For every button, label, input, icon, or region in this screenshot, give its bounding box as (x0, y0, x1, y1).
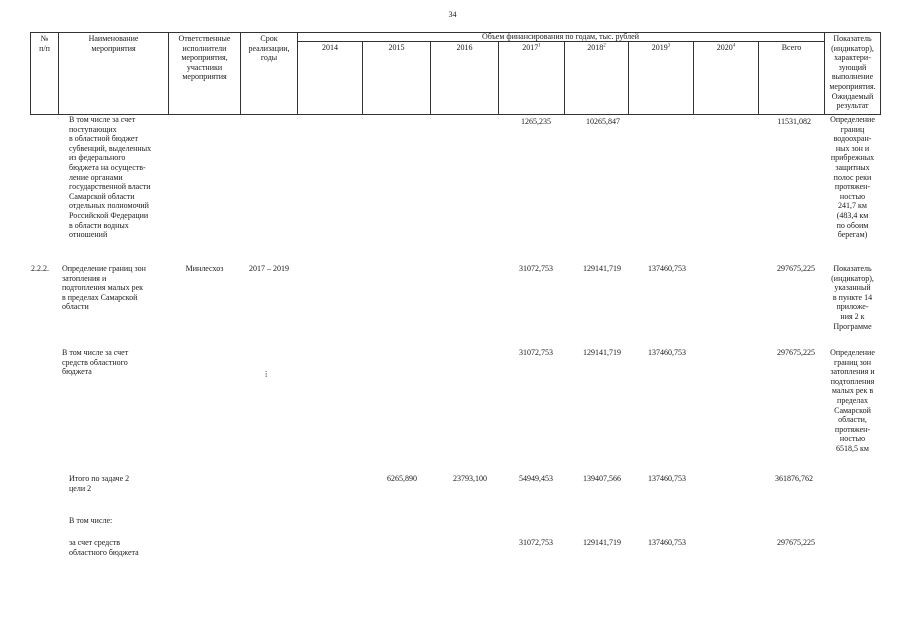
row1-result: Определение границ водоохран- ных зон и прибрежных защитных полос реки протяжен- ностью 241,7 км (483,4 км по обоим берегам) (830, 115, 875, 240)
row6-name: за счет средств областного бюджета (69, 538, 139, 557)
row2-total: 297675,225 (777, 264, 815, 273)
header-num: № п/п (39, 34, 50, 53)
row1-name: В том числе за счет поступающих в областной бюджет субвенций, выделенных из федерального бюджета на осуществ- ление органами государственной власти Самарской области отдельных полномочий Российской Федерации в области водных отношений (69, 115, 152, 240)
header-executors: Ответственные исполнители мероприятия, участники мероприятия (178, 34, 231, 82)
row2-name: Определение границ зон затопления и подтопления малых рек в пределах Самарской области (62, 264, 146, 312)
row1-2018: 10265,847 (586, 117, 620, 126)
header-year-2014: 2014 (322, 43, 338, 52)
row4-2015: 6265,890 (387, 474, 417, 483)
header-year-2019: 2019$^3$ (651, 43, 671, 52)
row2-result: Показатель (индикатор), указанный в пункте 14 приложе- ния 2 к Программе (831, 264, 874, 331)
row4-2016: 23793,100 (453, 474, 487, 483)
row3-result: Определение границ зон затопления и подтопления малых рек в пределах Самарской области, протяжен- ностью 6518,5 км (830, 348, 875, 453)
row2-2019: 137460,753 (648, 264, 686, 273)
row6-2019: 137460,753 (648, 538, 686, 547)
row1-2017: 1265,235 (521, 117, 551, 126)
row4-2017: 54949,453 (519, 474, 553, 483)
row2-num: 2.2.2. (31, 264, 49, 273)
row4-2019: 137460,753 (648, 474, 686, 483)
header-name: Наименование мероприятия (88, 34, 139, 53)
row2-2017: 31072,753 (519, 264, 553, 273)
row3-2018: 129141,719 (583, 348, 621, 357)
header-financing-title: Объем финансирования по годам, тыс. рублей (482, 32, 639, 41)
table-right-border (880, 32, 881, 115)
row5-name: В том числе: (69, 516, 113, 525)
row3-term-mark: ⁞ (265, 370, 268, 379)
header-indicator: Показатель (индикатор), характери- зующий выполнение мероприятия. Ожидаемый результат (829, 34, 876, 111)
header-total: Всего (781, 43, 802, 52)
header-year-2020: 2020$^4$ (716, 43, 736, 52)
row4-name: Итого по задаче 2 цели 2 (69, 474, 130, 493)
header-year-2016: 2016 (456, 43, 473, 52)
row6-total: 297675,225 (777, 538, 815, 547)
row4-total: 361876,762 (775, 474, 813, 483)
page-number: 34 (448, 10, 457, 19)
row6-2018: 129141,719 (583, 538, 621, 547)
header-year-2015: 2015 (388, 43, 405, 52)
row1-total: 11531,082 (777, 117, 811, 126)
row2-term: 2017 – 2019 (249, 264, 289, 273)
header-year-2018: 2018$^2$ (587, 43, 606, 52)
row3-total: 297675,225 (777, 348, 815, 357)
row2-2018: 129141,719 (583, 264, 621, 273)
row2-executor: Минлесхоз (185, 264, 224, 273)
row3-2019: 137460,753 (648, 348, 686, 357)
row6-2017: 31072,753 (519, 538, 553, 547)
row3-2017: 31072,753 (519, 348, 553, 357)
row3-name: В том числе за счет средств областного бюджета (62, 348, 129, 377)
header-year-2017: 2017$^1$ (522, 43, 541, 52)
header-term: Срок реализации, годы (248, 34, 290, 63)
row4-2018: 139407,566 (583, 474, 621, 483)
